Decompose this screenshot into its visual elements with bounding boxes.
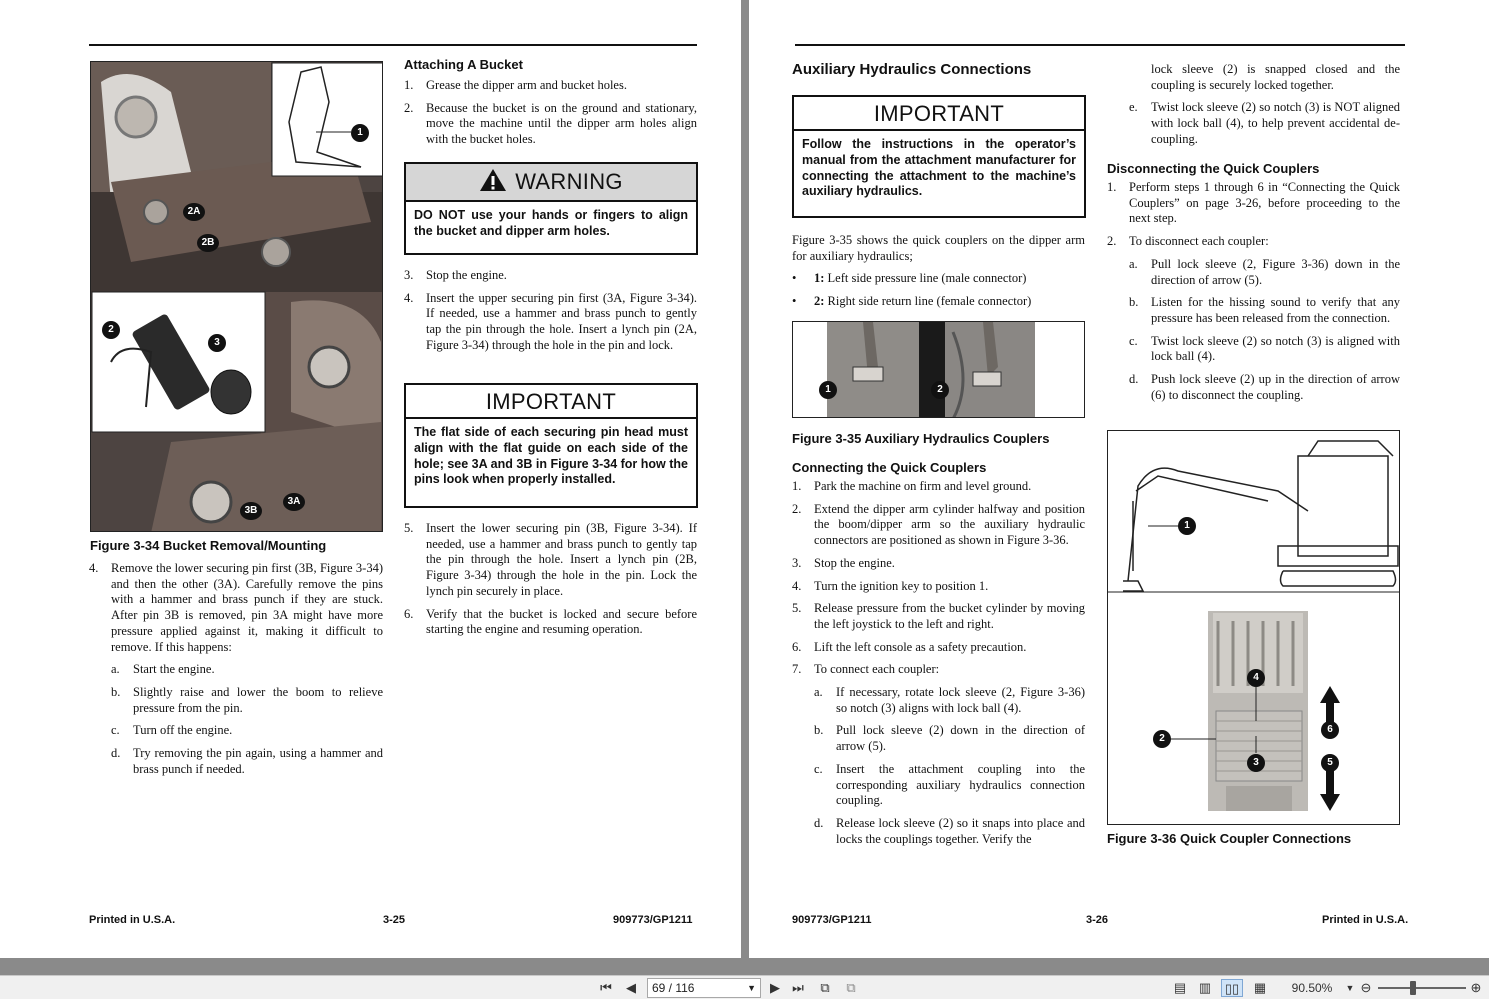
next-page-icon[interactable]: ▶	[770, 980, 780, 995]
list-subitem: d. Release lock sleeve (2) so it snaps into place and locks the couplings together. Verify the	[814, 815, 1085, 846]
list-item: 6. Lift the left console as a safety precaution.	[792, 639, 1027, 654]
callout-3a: 3A	[283, 493, 305, 511]
figure-quick-coupler	[1107, 430, 1400, 825]
document-page-right	[749, 0, 1489, 958]
callout-6: 6	[1321, 721, 1339, 739]
callout-1: 1	[351, 124, 369, 142]
list-item: 4. Insert the upper securing pin first (3A, Figure 3-34). If needed, use a hammer and brass punch to gently tap the pin through the hole. Insert a lynch pin (2A, Figure 3-34) through the hole in the pin and lock.	[404, 290, 697, 352]
coupler-photo	[793, 322, 1085, 418]
figure-bucket-removal	[90, 61, 383, 532]
section-title-attaching-bucket: Attaching A Bucket	[404, 57, 523, 72]
callout-1: 1	[819, 381, 837, 399]
copy-icon[interactable]: ⧉	[820, 980, 830, 995]
paste-icon[interactable]: ⧉	[846, 980, 856, 995]
first-page-icon[interactable]: ⏮	[600, 980, 612, 995]
footer-left: 909773/GP1211	[792, 914, 872, 926]
section-title-disconnecting: Disconnecting the Quick Couplers	[1107, 161, 1320, 176]
continuous-icon[interactable]: ▥	[1198, 980, 1212, 995]
list-subitem: b. Pull lock sleeve (2) down in the direction of arrow (5).	[814, 723, 1085, 754]
list-item: • 2: Right side return line (female connector)	[792, 294, 1032, 309]
document-page-left	[0, 0, 741, 958]
callout-3: 3	[208, 334, 226, 352]
list-item: 2. Because the bucket is on the ground and stationary, move the machine until the dipper arm holes align with the bucket holes.	[404, 100, 697, 147]
callout-1: 1	[1178, 517, 1196, 535]
zoom-value[interactable]: 90.50%	[1291, 981, 1333, 995]
figure-caption-3-36: Figure 3-36 Quick Coupler Connections	[1107, 831, 1352, 846]
list-item: 3. Stop the engine.	[404, 268, 507, 282]
figure-aux-couplers	[792, 321, 1085, 418]
page-number-input[interactable]: 69 / 116 ▼	[647, 978, 761, 998]
connecting-steps	[792, 479, 1085, 854]
warning-text: DO NOT use your hands or fingers to align the bucket and dipper arm holes.	[414, 208, 688, 238]
footer-page-number: 3-25	[383, 914, 406, 926]
continuation-text: lock sleeve (2) is snapped closed and the coupling is securely locked together.	[1151, 62, 1400, 92]
zoom-chevron-icon[interactable]: ▼	[1345, 983, 1355, 993]
warning-box	[404, 162, 698, 255]
list-subitem: b. Listen for the hissing sound to verify that any pressure has been released from the connection.	[1129, 295, 1400, 325]
list-item: 1. Park the machine on firm and level ground.	[792, 479, 1032, 493]
last-page-icon[interactable]: ⏭	[792, 980, 804, 995]
aux-intro	[792, 233, 1085, 317]
list-item: 5. Insert the lower securing pin (3B, Figure 3-34). If needed, use a hammer and brass punch to gently tap the pin through the hole. Insert a lynch pin (2B, Figure 3-34) through the hole in the pin. Lock the lynch pin securely in place.	[404, 521, 697, 598]
list-subitem: b. Slightly raise and lower the boom to relieve pressure from the pin.	[111, 684, 383, 715]
warning-title: WARNING	[406, 164, 696, 202]
list-subitem: e. Twist lock sleeve (2) so notch (3) is NOT aligned with lock ball (4), to help prevent accidental de-coupling.	[1129, 100, 1400, 146]
zoom-in-icon[interactable]: ⊕	[1470, 980, 1482, 995]
list-item: • 1: Left side pressure line (male connector)	[792, 271, 1027, 286]
important-box-right	[792, 95, 1086, 218]
callout-2a: 2A	[183, 203, 205, 221]
facing-icon[interactable]: ▯▯	[1221, 979, 1243, 997]
callout-3b: 3B	[240, 502, 262, 520]
single-page-icon[interactable]: ▤	[1173, 980, 1187, 995]
list-item: 2. Extend the dipper arm cylinder halfway and position the boom/dipper arm so the auxiliary hydraulic connectors are positioned as shown in Figure 3-36.	[792, 501, 1085, 548]
section-title-aux-hydraulics: Auxiliary Hydraulics Connections	[792, 61, 1032, 78]
viewer-toolbar	[0, 975, 1489, 999]
important-text: The flat side of each securing pin head must align with the flat guide on each side of the hole; see 3A and 3B in Figure 3-34 for how the pins look when properly installed.	[414, 425, 688, 487]
facing-continuous-icon[interactable]: ▦	[1253, 980, 1267, 995]
callout-5: 5	[1321, 754, 1339, 772]
list-item: 3. Stop the engine.	[792, 555, 895, 570]
list-subitem: a. Pull lock sleeve (2, Figure 3-36) down in the direction of arrow (5).	[1129, 256, 1400, 287]
removal-steps	[89, 561, 383, 784]
footer-right: 909773/GP1211	[613, 914, 693, 926]
list-item: 4. Remove the lower securing pin first (3B, Figure 3-34) and then the other (3A). Carefully remove the pins with a hammer and brass punch if they are stuck. After pin 3B is removed, pin 3A might have more pressure applied against it, making it difficult to remove. If this happens:	[89, 561, 383, 654]
list-subitem: a. If necessary, rotate lock sleeve (2, Figure 3-36) so notch (3) aligns with lock ball (4).	[814, 685, 1085, 715]
col2-text	[1107, 62, 1400, 155]
prev-page-icon[interactable]: ◀	[626, 980, 636, 995]
figure-caption-3-35: Figure 3-35 Auxiliary Hydraulics Couplers	[792, 431, 1050, 446]
list-subitem: c. Twist lock sleeve (2) so notch (3) is aligned with lock ball (4).	[1129, 333, 1400, 364]
callout-4: 4	[1247, 669, 1265, 687]
list-item: 5. Release pressure from the bucket cylinder by moving the left joystick to the left and right.	[792, 601, 1085, 631]
footer-page-number: 3-26	[1086, 914, 1109, 926]
zoom-slider-track[interactable]	[1378, 987, 1466, 989]
important-box-left	[404, 383, 698, 508]
attach-steps-c	[404, 521, 697, 645]
chevron-down-icon[interactable]: ▼	[747, 983, 756, 993]
callout-2: 2	[931, 381, 949, 399]
list-subitem: c. Insert the attachment coupling into the corresponding auxiliary hydraulics connection coupling.	[814, 761, 1085, 808]
warning-triangle-icon	[479, 168, 507, 198]
header-rule	[795, 44, 1405, 46]
bucket-photo	[91, 62, 383, 532]
list-subitem: d. Try removing the pin again, using a hammer and brass punch if needed.	[111, 746, 383, 776]
list-item: 1. Grease the dipper arm and bucket holes.	[404, 78, 627, 92]
list-item: 1. Perform steps 1 through 6 in “Connecting the Quick Couplers” on page 3-26, before proceeding to the next step.	[1107, 180, 1400, 226]
important-title: IMPORTANT	[794, 97, 1084, 131]
list-subitem: c. Turn off the engine.	[111, 723, 233, 738]
attach-steps-a	[404, 78, 697, 155]
section-title-connecting: Connecting the Quick Couplers	[792, 460, 987, 475]
zoom-slider-handle[interactable]	[1410, 981, 1416, 995]
attach-steps-b	[404, 268, 697, 361]
zoom-out-icon[interactable]: ⊖	[1360, 980, 1372, 995]
intro-paragraph: Figure 3-35 shows the quick couplers on the dipper arm for auxiliary hydraulics;	[792, 233, 1085, 263]
figure-caption-3-34: Figure 3-34 Bucket Removal/Mounting	[90, 538, 327, 553]
important-title: IMPORTANT	[406, 385, 696, 419]
callout-2: 2	[102, 321, 120, 339]
list-subitem: d. Push lock sleeve (2) up in the direction of arrow (6) to disconnect the coupling.	[1129, 372, 1400, 402]
list-item: 6. Verify that the bucket is locked and secure before starting the engine and resuming operation.	[404, 606, 697, 637]
important-text: Follow the instructions in the operator’s manual from the attachment manufacturer for connecting the attachment to the machine’s auxiliary hydraulics.	[802, 137, 1076, 199]
list-item: 4. Turn the ignition key to position 1.	[792, 578, 989, 593]
list-item: 2. To disconnect each coupler:	[1107, 234, 1269, 249]
footer-left: Printed in U.S.A.	[89, 914, 176, 926]
callout-3: 3	[1247, 754, 1265, 772]
list-subitem: a. Start the engine.	[111, 662, 215, 677]
header-rule	[89, 44, 697, 46]
callout-2b: 2B	[197, 234, 219, 252]
list-item: 7. To connect each coupler:	[792, 662, 940, 677]
footer-right: Printed in U.S.A.	[1322, 914, 1409, 926]
callout-2: 2	[1153, 730, 1171, 748]
disconnecting-steps	[1107, 180, 1400, 410]
